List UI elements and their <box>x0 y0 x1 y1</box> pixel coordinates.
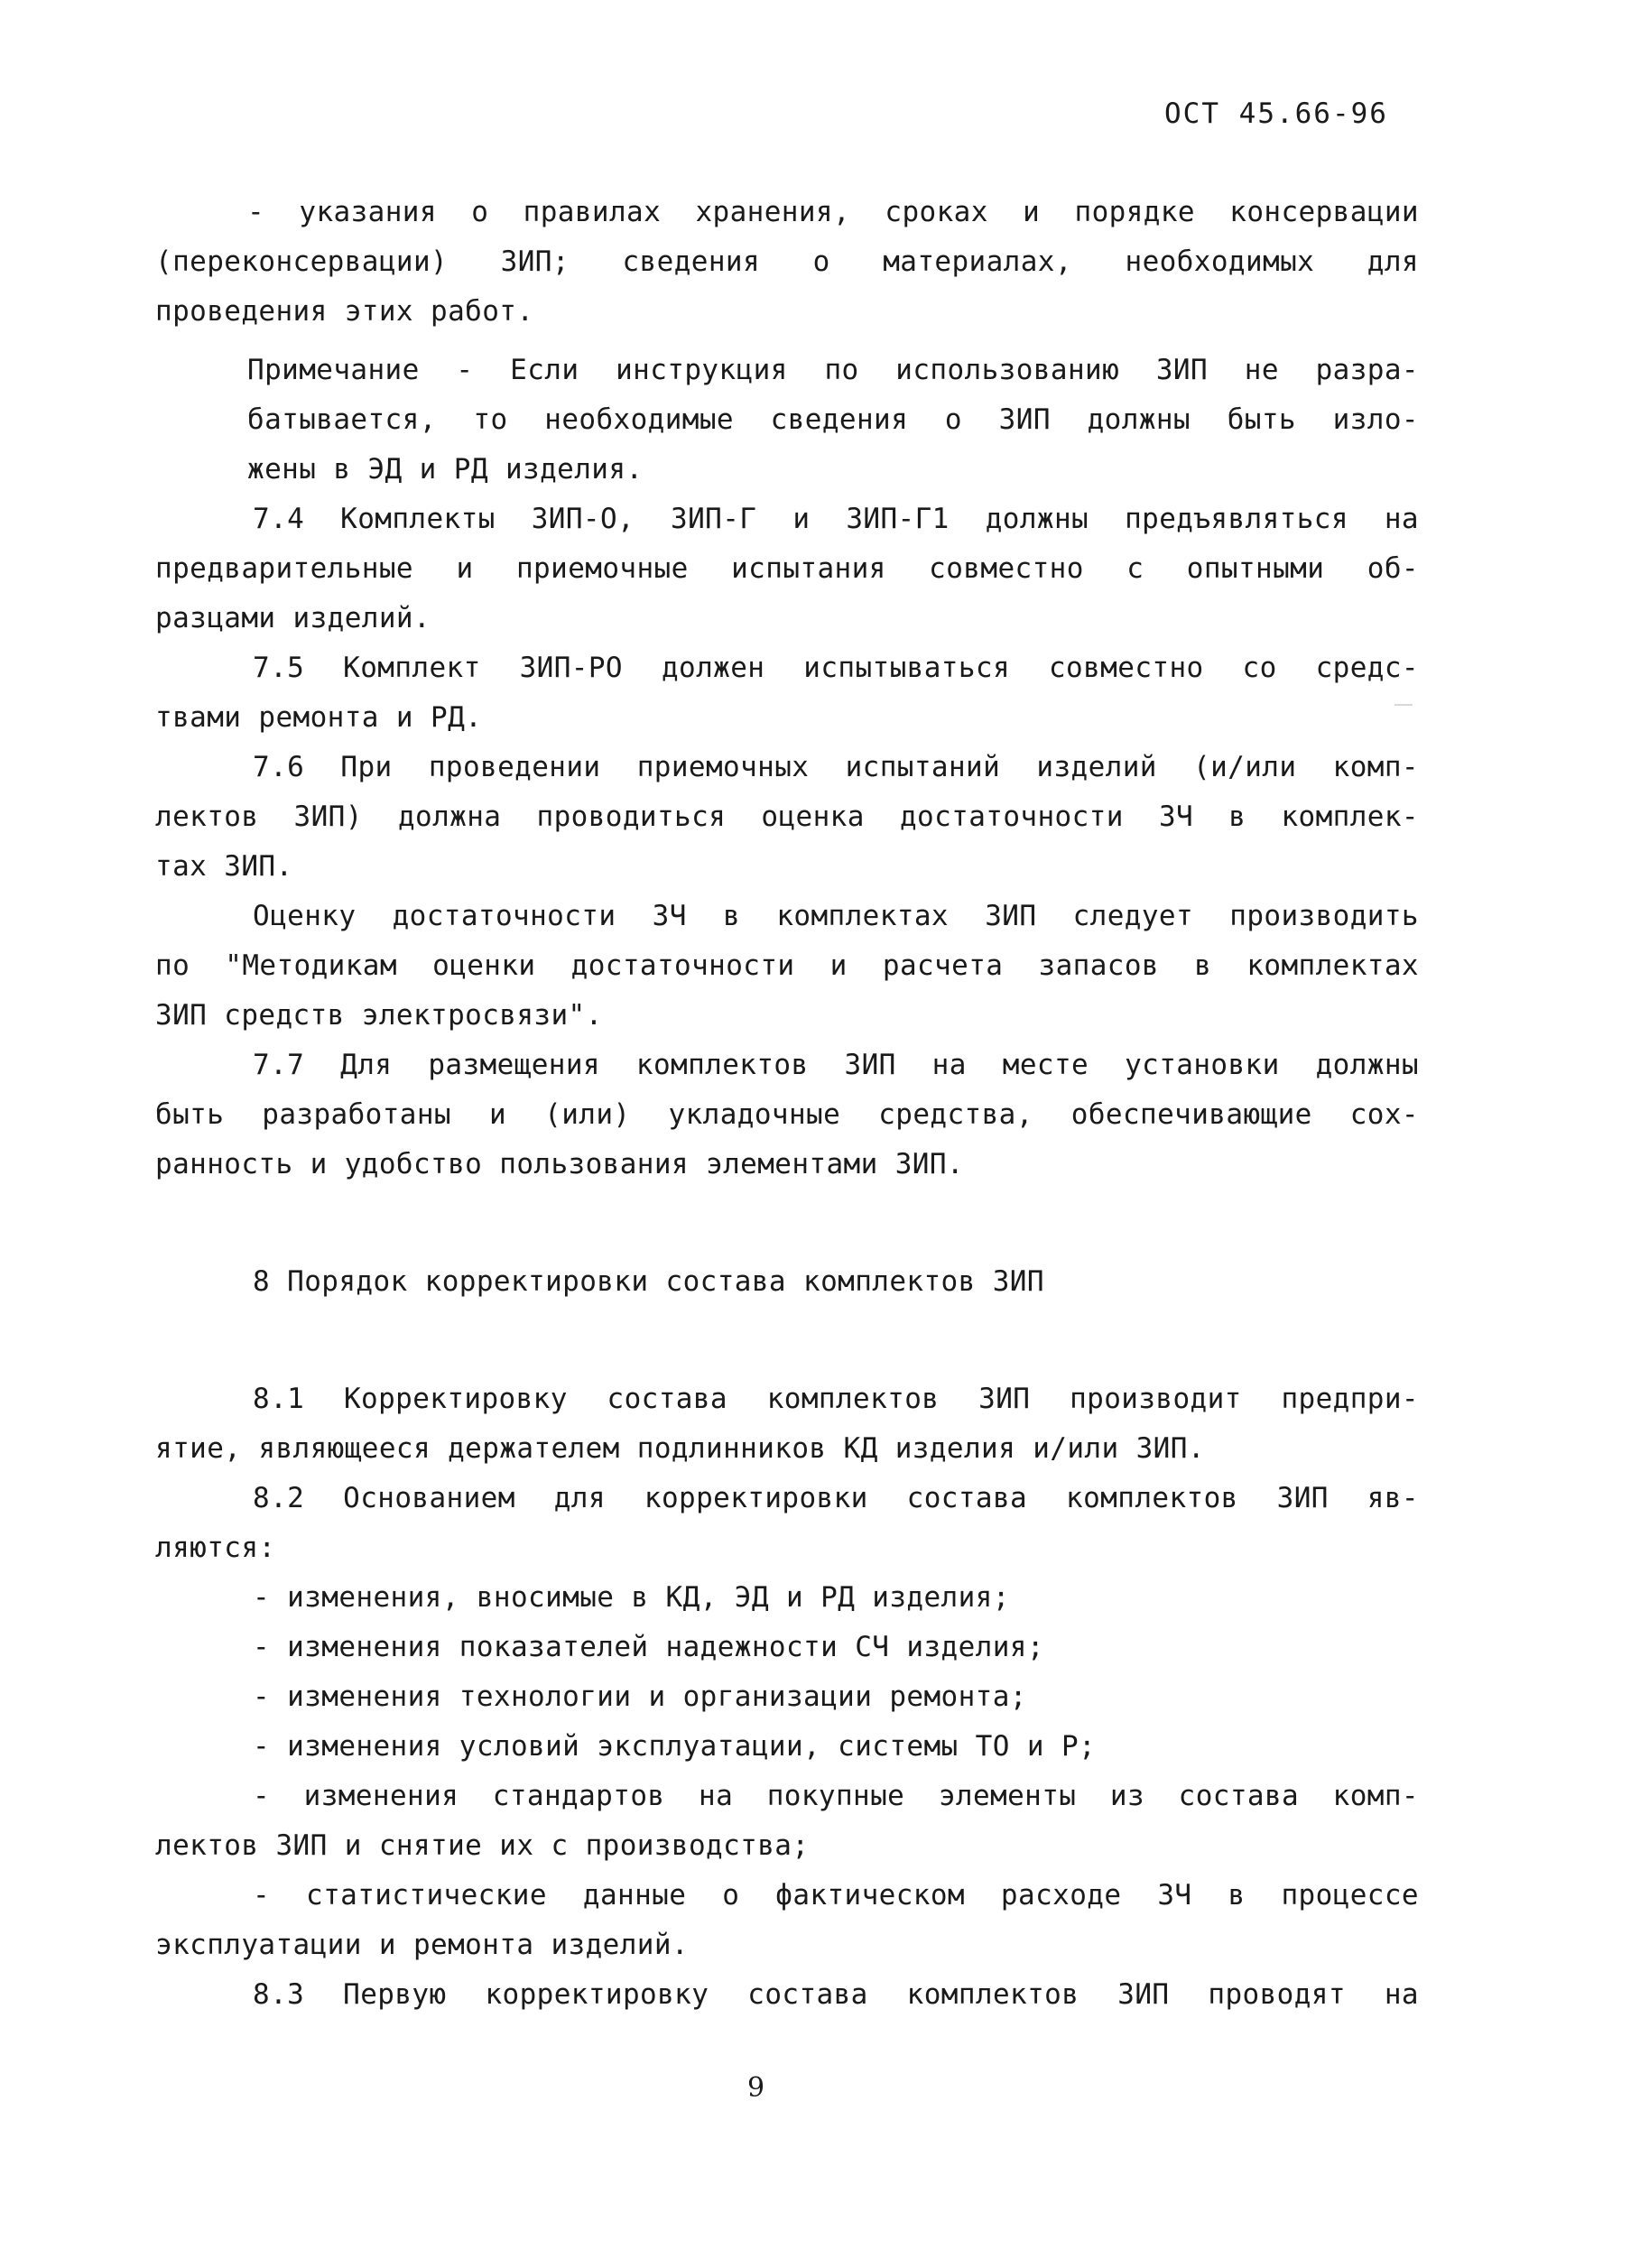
text-line: 7.4 Комплекты ЗИП-О, ЗИП-Г и ЗИП-Г1 должны предъявляться на <box>253 503 1419 535</box>
note-line: батывается, то необходимые сведения о ЗИП должны быть изло- <box>247 403 1419 436</box>
page-number: 9 <box>747 2072 765 2104</box>
spacer <box>155 1307 1419 1375</box>
text-line: предварительные и приемочные испытания совместно с опытными об- <box>155 552 1419 585</box>
text-line: лектов ЗИП) должна проводиться оценка достаточности ЗЧ в комплек- <box>155 801 1419 833</box>
list-item: - изменения показателей надежности СЧ изделия; <box>253 1631 1044 1663</box>
list-item: - изменения технологии и организации ремонта; <box>253 1680 1027 1713</box>
text-line: 7.7 Для размещения комплектов ЗИП на месте установки должны <box>253 1049 1419 1081</box>
text-line: быть разработаны и (или) укладочные средства, обеспечивающие сох- <box>155 1098 1419 1131</box>
text-line: 7.6 При проведении приемочных испытаний изделий (и/или комп- <box>253 751 1419 783</box>
note-line: Примечание - Если инструкция по использованию ЗИП не разра- <box>247 354 1419 386</box>
text-line: Оценку достаточности ЗЧ в комплектах ЗИП следует производить <box>253 900 1419 932</box>
text-line: по "Методикам оценки достаточности и расчета запасов в комплектах <box>155 949 1419 982</box>
list-item: - статистические данные о фактическом расходе ЗЧ в процессе <box>253 1879 1419 1912</box>
spacer <box>155 1190 1419 1257</box>
document-code-header: ОСТ 45.66-96 <box>1164 97 1388 130</box>
document-body <box>155 188 1419 2020</box>
text-line: 8.1 Корректировку состава комплектов ЗИП производит предпри- <box>253 1383 1419 1415</box>
text-line: ЗИП средств электросвязи". <box>155 999 603 1032</box>
text-line: 8.2 Основанием для корректировки состава комплектов ЗИП яв- <box>253 1482 1419 1514</box>
text-line: 7.5 Комплект ЗИП-РО должен испытываться совместно со средс- <box>253 652 1419 684</box>
text-line: проведения этих работ. <box>155 295 534 328</box>
text-line: - указания о правилах хранения, сроках и порядке консервации <box>247 196 1419 228</box>
list-item: - изменения условий эксплуатации, системы ТО и Р; <box>253 1730 1097 1763</box>
list-item: - изменения, вносимые в КД, ЭД и РД изделия; <box>253 1581 1010 1614</box>
text-line: (переконсервации) ЗИП; сведения о материалах, необходимых для <box>155 245 1419 278</box>
text-line: лектов ЗИП и снятие их с производства; <box>155 1829 810 1862</box>
spacer <box>155 337 1419 346</box>
scan-mark <box>1394 704 1413 706</box>
text-line: 8.3 Первую корректировку состава комплектов ЗИП проводят на <box>253 1978 1419 2011</box>
list-item: - изменения стандартов на покупные элементы из состава комп- <box>253 1780 1419 1812</box>
text-line: ятие, являющееся держателем подлинников КД изделия и/или ЗИП. <box>155 1432 1205 1465</box>
section-heading: 8 Порядок корректировки состава комплектов ЗИП <box>253 1265 1044 1298</box>
text-line: тах ЗИП. <box>155 850 293 883</box>
text-line: ранность и удобство пользования элементами ЗИП. <box>155 1148 964 1180</box>
text-line: разцами изделий. <box>155 602 431 634</box>
text-line: твами ремонта и РД. <box>155 701 483 734</box>
note-line: жены в ЭД и РД изделия. <box>247 453 644 486</box>
text-line: ляются: <box>155 1532 276 1564</box>
text-line: эксплуатации и ремонта изделий. <box>155 1929 689 1961</box>
